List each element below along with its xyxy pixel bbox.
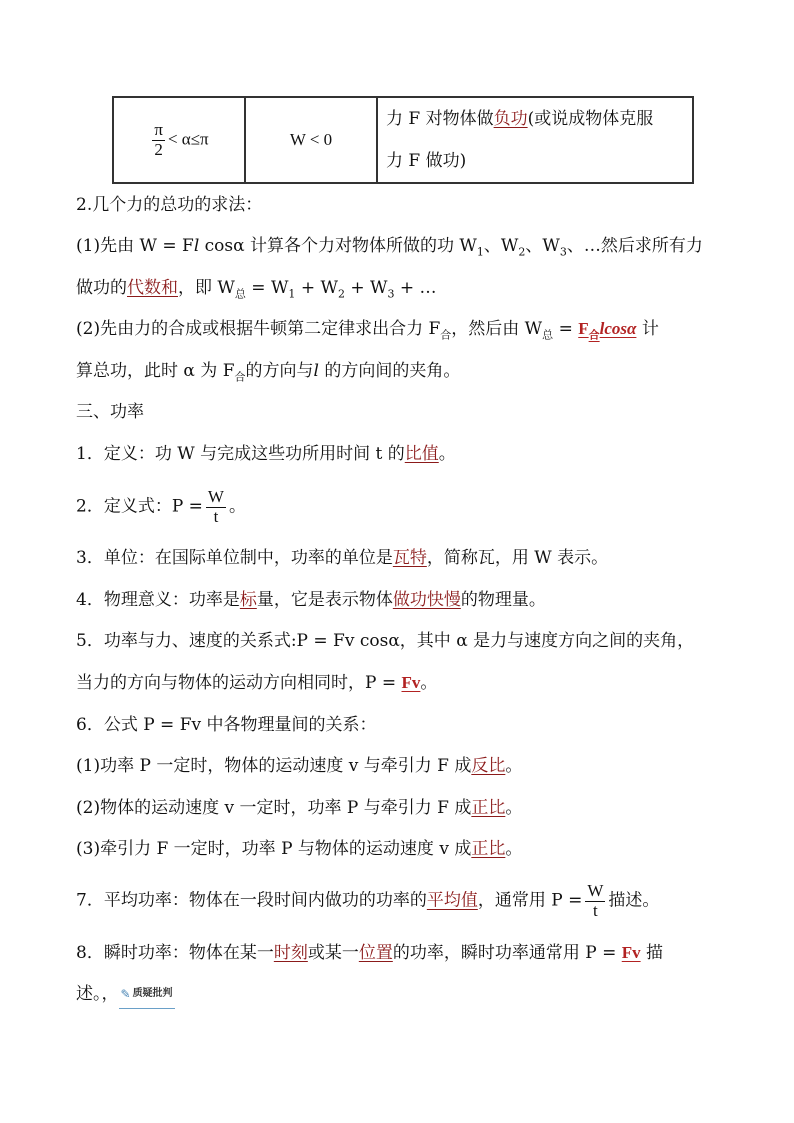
angle-range-cell: $\frac{\pi}{2}$ < α≤π <box>113 97 245 183</box>
power-meaning: 4．物理意义：功率是标量，它是表示物体做功快慢的物理量。 <box>76 590 546 610</box>
w-over-t-fraction: $\frac{W}{t}$ <box>587 881 604 920</box>
instant-power: 8．瞬时功率：物体在某一时刻或某一位置的功率，瞬时功率通常用 P = Fv 描 <box>76 943 664 963</box>
description-cell: 力 F 对物体做负功(或说成物体克服 力 F 做功) <box>377 97 693 183</box>
total-work-method-2-cont: 算总功，此时 α 为 $F_合$的方向与l 的方向间的夹角。 <box>76 361 461 384</box>
section-2-title: 2.几个力的总功的求法： <box>76 195 263 215</box>
work-sign-cell: W < 0 <box>245 97 377 183</box>
relation-2: (2)物体的运动速度 v 一定时，功率 P 与牵引力 F 成正比。 <box>76 798 523 818</box>
section-3-heading: 三、功率 <box>76 402 144 422</box>
formula-relations: 6．公式 P = Fv 中各物理量间的关系： <box>76 715 377 735</box>
power-force-velocity-cont: 当力的方向与物体的运动方向相同时，P = Fv。 <box>76 673 438 693</box>
table-row <box>113 97 693 183</box>
power-force-velocity: 5．功率与力、速度的关系式:P = Fv cosα，其中 α 是力与速度方向之间的夹角， <box>76 631 695 651</box>
work-sign-table <box>112 96 694 184</box>
instant-power-cont: 述。， ✎ 质疑批判 <box>76 980 175 1009</box>
average-power: 7．平均功率：物体在一段时间内做功的功率的平均值，通常用 P = $\frac{W}{t}$ 描述。 <box>76 881 660 920</box>
pen-icon: ✎ <box>120 987 131 1001</box>
question-critique-stamp: ✎ 质疑批判 <box>119 980 175 1009</box>
pi-over-2-fraction: $\frac{\pi}{2}$ <box>154 119 163 159</box>
power-formula: 2．定义式：P = $\frac{W}{t}$ 。 <box>76 487 246 526</box>
total-work-method-1: (1)先由 W = Fl cosα 计算各个力对物体所做的功 $W_1$、$W_2$、$W_3$、…然后求所有力 <box>76 236 703 259</box>
power-unit: 3．单位：在国际单位制中，功率的单位是瓦特，简称瓦，用 W 表示。 <box>76 548 609 568</box>
w-over-t-fraction: $\frac{W}{t}$ <box>207 487 224 526</box>
power-definition: 1．定义：功 W 与完成这些功所用时间 t 的比值。 <box>76 444 456 464</box>
total-work-method-2: (2)先由力的合成或根据牛顿第二定律求出合力 $F_合$，然后由 $W_总 = F_合lcos\alpha$ 计 <box>76 319 659 342</box>
relation-1: (1)功率 P 一定时，物体的运动速度 v 与牵引力 F 成反比。 <box>76 756 523 776</box>
total-work-method-1-cont: 做功的代数和，即 $W_总 = W_1 + W_2 + W_3$ + … <box>76 278 437 301</box>
relation-3: (3)牵引力 F 一定时，功率 P 与物体的运动速度 v 成正比。 <box>76 839 523 859</box>
